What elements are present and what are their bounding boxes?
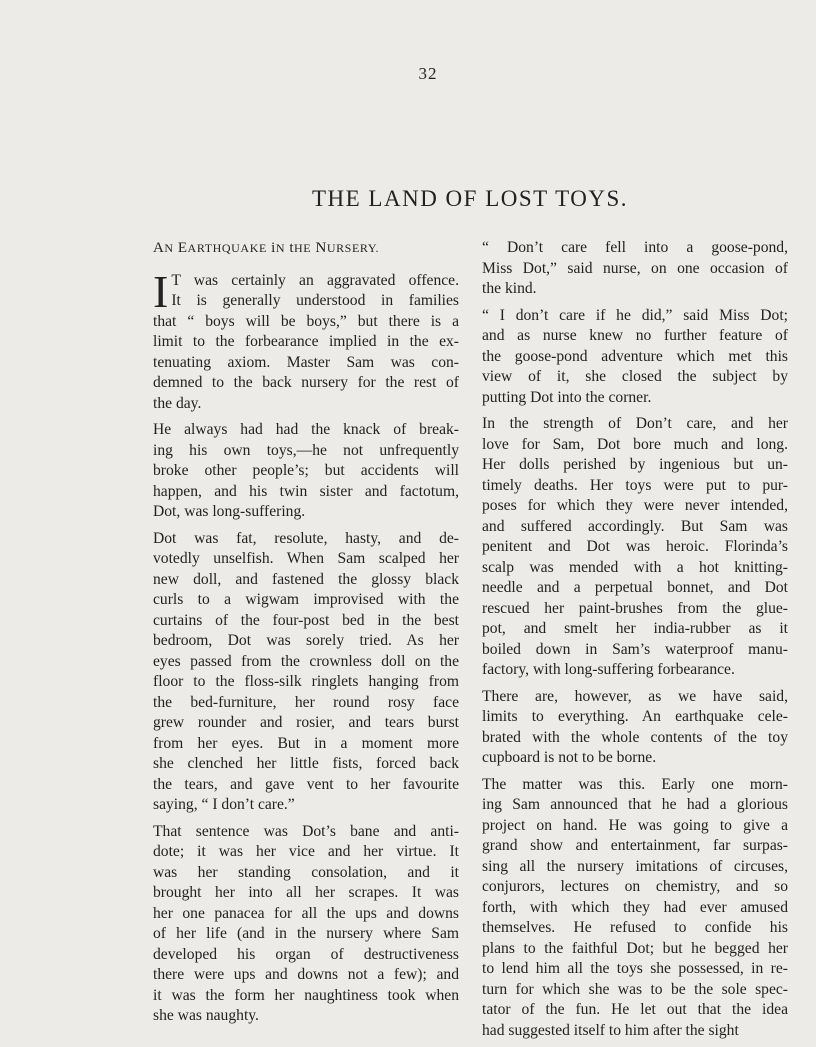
- text-line: bedroom, Dot was sorely tried. As her: [153, 632, 459, 649]
- text-line: “ I don’t care if he did,” said Miss Dot;: [482, 306, 788, 324]
- text-line: project on hand. He was going to give a: [482, 816, 788, 834]
- text-line: Dot was fat, resolute, hasty, and de-: [153, 529, 459, 547]
- text-line: was her standing consolation, and it: [153, 863, 459, 881]
- text-line: she was naughty.: [153, 1007, 259, 1024]
- text-line: sing all the nursery imitations of circuses,: [482, 857, 788, 875]
- page-number: [0, 64, 816, 84]
- left-column: [153, 238, 459, 1033]
- text-line: ing Sam announced that he had a glorious: [482, 796, 788, 813]
- text-line: she clenched her little fists, forced back: [153, 755, 459, 772]
- text-line: poses for which they were never intended,: [482, 497, 788, 514]
- text-line: floor to the floss-silk ringlets hanging from: [153, 673, 459, 690]
- text-line: turn for which she was to be the sole spec-: [482, 980, 788, 998]
- text-line: view of it, she closed the subject by: [482, 368, 788, 385]
- paragraph: [482, 306, 788, 409]
- text-line: and as nurse knew no further feature of: [482, 327, 788, 344]
- text-line: putting Dot into the corner.: [482, 388, 652, 406]
- paragraph: [482, 414, 788, 681]
- text-line: had suggested itself to him after the sight: [482, 1021, 739, 1039]
- text-line: new doll, and fastened the glossy black: [153, 570, 459, 588]
- text-line: the goose-pond adventure which met this: [482, 347, 788, 365]
- chapter-title: THE LAND OF LOST TOYS.: [311, 186, 629, 211]
- text-line: tator of the fun. He let out that the idea: [482, 1001, 788, 1018]
- text-line: boiled down in Sam’s waterproof manu-: [482, 640, 788, 658]
- text-line: rescued her paint-brushes from the glue-: [482, 599, 788, 617]
- text-line: grew rounder and rosier, and tears burst: [153, 714, 459, 731]
- text-line: developed his organ of destructiveness: [153, 945, 459, 963]
- text-line: ing his own toys,—he not unfrequently: [153, 441, 459, 459]
- text-line: factory, with long-suffering forbearance.: [482, 661, 735, 678]
- text-line: plans to the faithful Dot; but he begged her: [482, 939, 788, 957]
- text-line: the tears, and gave vent to her favourite: [153, 775, 459, 793]
- text-line: from her eyes. But in a moment more: [153, 734, 459, 752]
- text-line: dote; it was her vice and her virtue. It: [153, 843, 459, 860]
- text-line: penitent and Dot was heroic. Florinda’s: [482, 538, 788, 555]
- text-line: tenuating axiom. Master Sam was con-: [153, 353, 459, 371]
- text-line: demned to the back nursery for the rest of: [153, 374, 459, 391]
- text-line: votedly unselfish. When Sam scalped her: [153, 550, 459, 567]
- text-line: and suffered accordingly. But Sam was: [482, 517, 788, 535]
- drop-cap: I: [153, 265, 169, 317]
- text-line: “ Don’t care fell into a goose-pond,: [482, 239, 788, 256]
- text-line: Dot, was long-suffering.: [153, 503, 306, 520]
- text-line: limits to everything. An earthquake cele-: [482, 708, 788, 725]
- paragraph: [153, 420, 459, 523]
- text-line: brated with the whole contents of the toy: [482, 728, 788, 746]
- text-line: the bed-furniture, her round rosy face: [153, 693, 459, 711]
- text-line: timely deaths. Her toys were put to pur-: [482, 476, 788, 494]
- paragraph: [482, 775, 788, 1042]
- text-line: curls to a wigwam improvised with the: [153, 591, 459, 608]
- text-line: it was the form her naughtiness took when: [153, 986, 459, 1004]
- text-line: cupboard is not to be borne.: [482, 749, 657, 766]
- paragraph: [153, 265, 459, 415]
- text-line: needle and a perpetual bonnet, and Dot: [482, 579, 788, 596]
- paragraph: [153, 822, 459, 1027]
- text-line: curtains of the four-post bed in the best: [153, 611, 459, 629]
- text-line: love for Sam, Dot bore much and long.: [482, 435, 788, 453]
- text-line: grand show and entertainment, far surpas-: [482, 837, 788, 854]
- paragraph: [482, 687, 788, 769]
- text-line: of her life (and in the nursery where Sam: [153, 925, 459, 942]
- text-line: her one panacea for all the ups and downs: [153, 904, 459, 922]
- text-line: the day.: [153, 394, 202, 412]
- text-line: Her dolls perished by ingenious but un-: [482, 456, 788, 473]
- left-column-body: [153, 265, 459, 1027]
- text-line: the kind.: [482, 280, 537, 297]
- text-line: eyes passed from the crownless doll on the: [153, 652, 459, 670]
- text-line: There are, however, as we have said,: [482, 687, 788, 705]
- text-line: T was certainly an aggravated offence.: [171, 271, 459, 289]
- text-line: pot, and smelt her india-rubber as it: [482, 620, 788, 637]
- text-line: themselves. He refused to confide his: [482, 919, 788, 936]
- text-line: The matter was this. Early one morn-: [482, 775, 788, 793]
- text-line: That sentence was Dot’s bane and anti-: [153, 822, 459, 840]
- text-line: happen, and his twin sister and factotum,: [153, 482, 459, 500]
- text-line: saying, “ I don’t care.”: [153, 796, 295, 813]
- right-column-body: [482, 238, 788, 1041]
- page-number-text: 32: [418, 64, 438, 83]
- text-line: It is generally understood in families: [171, 292, 459, 309]
- text-line: to lend him all the toys she possessed, in re-: [482, 960, 788, 977]
- text-line: broke other people’s; but accidents will: [153, 462, 459, 479]
- paragraph: [153, 529, 459, 816]
- text-line: limit to the forbearance implied in the ex-: [153, 333, 459, 350]
- right-column: [482, 238, 788, 1047]
- section-heading: AN EARTHQUAKE iN tHE NURSERY.: [153, 240, 380, 256]
- text-line: In the strength of Don’t care, and her: [482, 415, 788, 432]
- paragraph: [482, 238, 788, 300]
- text-line: brought her into all her scrapes. It was: [153, 884, 459, 901]
- text-line: Miss Dot,” said nurse, on one occasion of: [482, 259, 788, 277]
- text-line: there were ups and downs not a few); and: [153, 966, 459, 983]
- text-line: forth, with which they had ever amused: [482, 898, 788, 916]
- text-line: that “ boys will be boys,” but there is a: [153, 312, 459, 330]
- text-line: He always had had the knack of break-: [153, 421, 459, 438]
- text-line: scalp was mended with a hot knitting-: [482, 558, 788, 576]
- text-line: conjurors, lectures on chemistry, and so: [482, 878, 788, 895]
